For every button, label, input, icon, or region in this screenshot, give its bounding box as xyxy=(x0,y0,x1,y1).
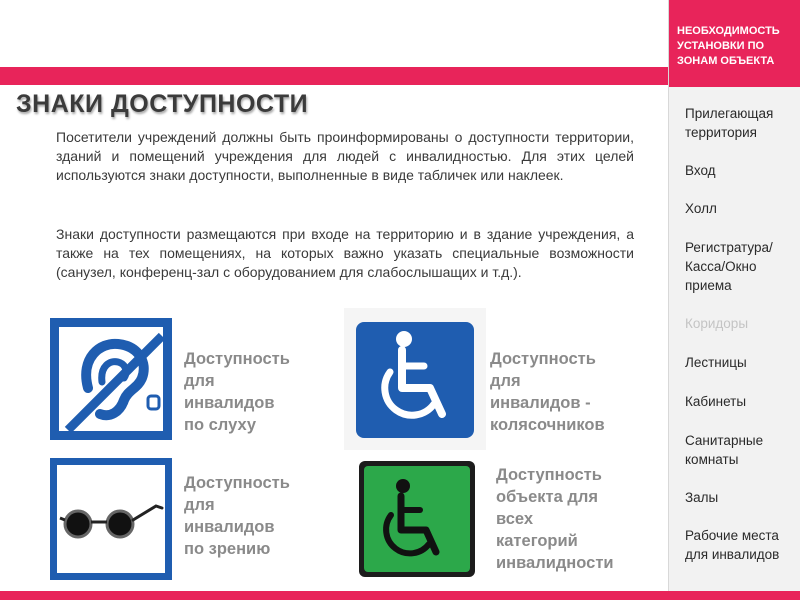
all-categories-sign-caption: Доступность объекта для всех категорий инвалидности xyxy=(496,466,614,572)
deaf-sign xyxy=(50,318,172,440)
placement-paragraph: Знаки доступности размещаются при входе на территорию и в здание учреждения, а также на тех помещениях, на которых важно указать специальные возможности (санузел, конференц-зал с оборудованием для слабослышащих и т.д.). xyxy=(56,226,634,280)
wheelchair-sign xyxy=(344,308,486,450)
all-categories-sign xyxy=(358,460,476,578)
sidebar-item-hall[interactable]: Холл xyxy=(685,201,717,216)
wheelchair-icon xyxy=(344,308,486,450)
sidebar-item-sanitary-rooms[interactable]: Санитарные комнаты xyxy=(685,433,764,467)
intro-paragraph: Посетители учреждений должны быть проинформированы о доступности территории, зданий и помещений учреждения для людей с инвалидностью. Для этих целей используются знаки доступности, выполненные в виде табличек или наклеек. xyxy=(56,129,634,183)
sidebar-item-stairs[interactable]: Лестницы xyxy=(685,355,747,370)
wheelchair-green-icon xyxy=(358,460,476,578)
blind-glasses-icon xyxy=(50,458,172,580)
deaf-sign-caption: Доступность для инвалидов по слуху xyxy=(184,350,290,434)
blind-sign xyxy=(50,458,172,580)
zones-sidebar xyxy=(668,0,800,591)
sidebar-header-label: НЕОБХОДИМОСТЬ УСТАНОВКИ ПО ЗОНАМ ОБЪЕКТА xyxy=(677,25,780,67)
blind-sign-caption: Доступность для инвалидов по зрению xyxy=(184,474,290,558)
sidebar-header xyxy=(669,0,800,87)
sidebar-item-adjacent-territory[interactable]: Прилегающая территория xyxy=(685,106,774,140)
sidebar-item-halls[interactable]: Залы xyxy=(685,490,719,505)
deaf-ear-icon xyxy=(50,318,172,440)
sidebar-item-workplaces[interactable]: Рабочие места для инвалидов xyxy=(685,528,780,562)
sidebar-item-corridors[interactable]: Коридоры xyxy=(685,316,749,331)
sidebar-item-entrance[interactable]: Вход xyxy=(685,163,716,178)
header-accent-bar xyxy=(0,67,668,85)
footer-accent-bar xyxy=(0,591,800,600)
sidebar-item-reception[interactable]: Регистратура/ Касса/Окно приема xyxy=(685,240,773,293)
wheelchair-sign-caption: Доступность для инвалидов - колясочников xyxy=(490,350,605,434)
slide-title: ЗНАКИ ДОСТУПНОСТИ xyxy=(16,90,309,118)
sidebar-item-offices[interactable]: Кабинеты xyxy=(685,394,747,409)
